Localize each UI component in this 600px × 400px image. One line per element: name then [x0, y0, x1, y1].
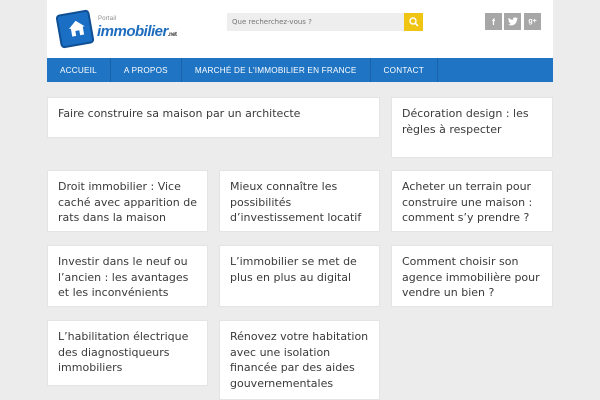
article-card[interactable]: [219, 245, 380, 307]
article-title[interactable]: Investir dans le neuf ou l’ancien : les avantages et les inconvénients: [58, 255, 189, 299]
article-title[interactable]: Acheter un terrain pour construire une maison : comment s’y prendre ?: [402, 180, 533, 224]
article-card[interactable]: [391, 245, 553, 307]
article-card[interactable]: [47, 320, 208, 386]
article-title[interactable]: Comment choisir son agence immobilière pour vendre un bien ?: [402, 255, 540, 299]
article-card[interactable]: [47, 97, 380, 138]
nav-item-a-propos[interactable]: A PROPOS: [111, 58, 182, 82]
search-icon: [409, 17, 419, 27]
article-card[interactable]: [219, 170, 380, 232]
article-title[interactable]: Faire construire sa maison par un architecte: [58, 107, 301, 120]
googleplus-icon: g+: [528, 18, 537, 25]
search-input[interactable]: [227, 13, 404, 31]
article-card[interactable]: [219, 320, 380, 400]
facebook-button[interactable]: [485, 13, 502, 30]
logo-text: [97, 23, 177, 40]
article-card[interactable]: [391, 170, 553, 232]
logo-name: immobilier: [97, 23, 168, 40]
nav-item-accueil[interactable]: ACCUEIL: [47, 58, 111, 82]
article-title[interactable]: Droit immobilier : Vice caché avec apparition de rats dans la maison: [58, 180, 197, 224]
article-card[interactable]: [47, 170, 208, 232]
twitter-button[interactable]: [504, 13, 521, 30]
logo-house-icon: [55, 9, 94, 48]
twitter-icon: [508, 17, 518, 26]
article-title[interactable]: Décoration design : les règles à respecter: [402, 107, 529, 136]
site-logo[interactable]: [58, 12, 178, 48]
article-title[interactable]: L’immobilier se met de plus en plus au digital: [230, 255, 357, 284]
googleplus-button[interactable]: [524, 13, 541, 30]
article-title[interactable]: Rénovez votre habitation avec une isolation financée par des aides gouvernementales: [230, 330, 369, 390]
article-card[interactable]: [47, 245, 208, 307]
article-title[interactable]: L’habilitation électrique des diagnostiqueurs immobiliers: [58, 330, 189, 374]
nav-item-contact[interactable]: CONTACT: [371, 58, 438, 82]
article-card[interactable]: [391, 97, 553, 158]
main-nav: [47, 58, 553, 82]
logo-small-text: Portail: [98, 16, 117, 22]
article-title[interactable]: Mieux connaître les possibilités d’investissement locatif: [230, 180, 362, 224]
search-button[interactable]: [404, 13, 423, 31]
nav-item-marche[interactable]: MARCHÉ DE L'IMMOBILIER EN FRANCE: [182, 58, 371, 82]
logo-tld: .net: [167, 32, 177, 38]
facebook-icon: f: [492, 16, 495, 27]
